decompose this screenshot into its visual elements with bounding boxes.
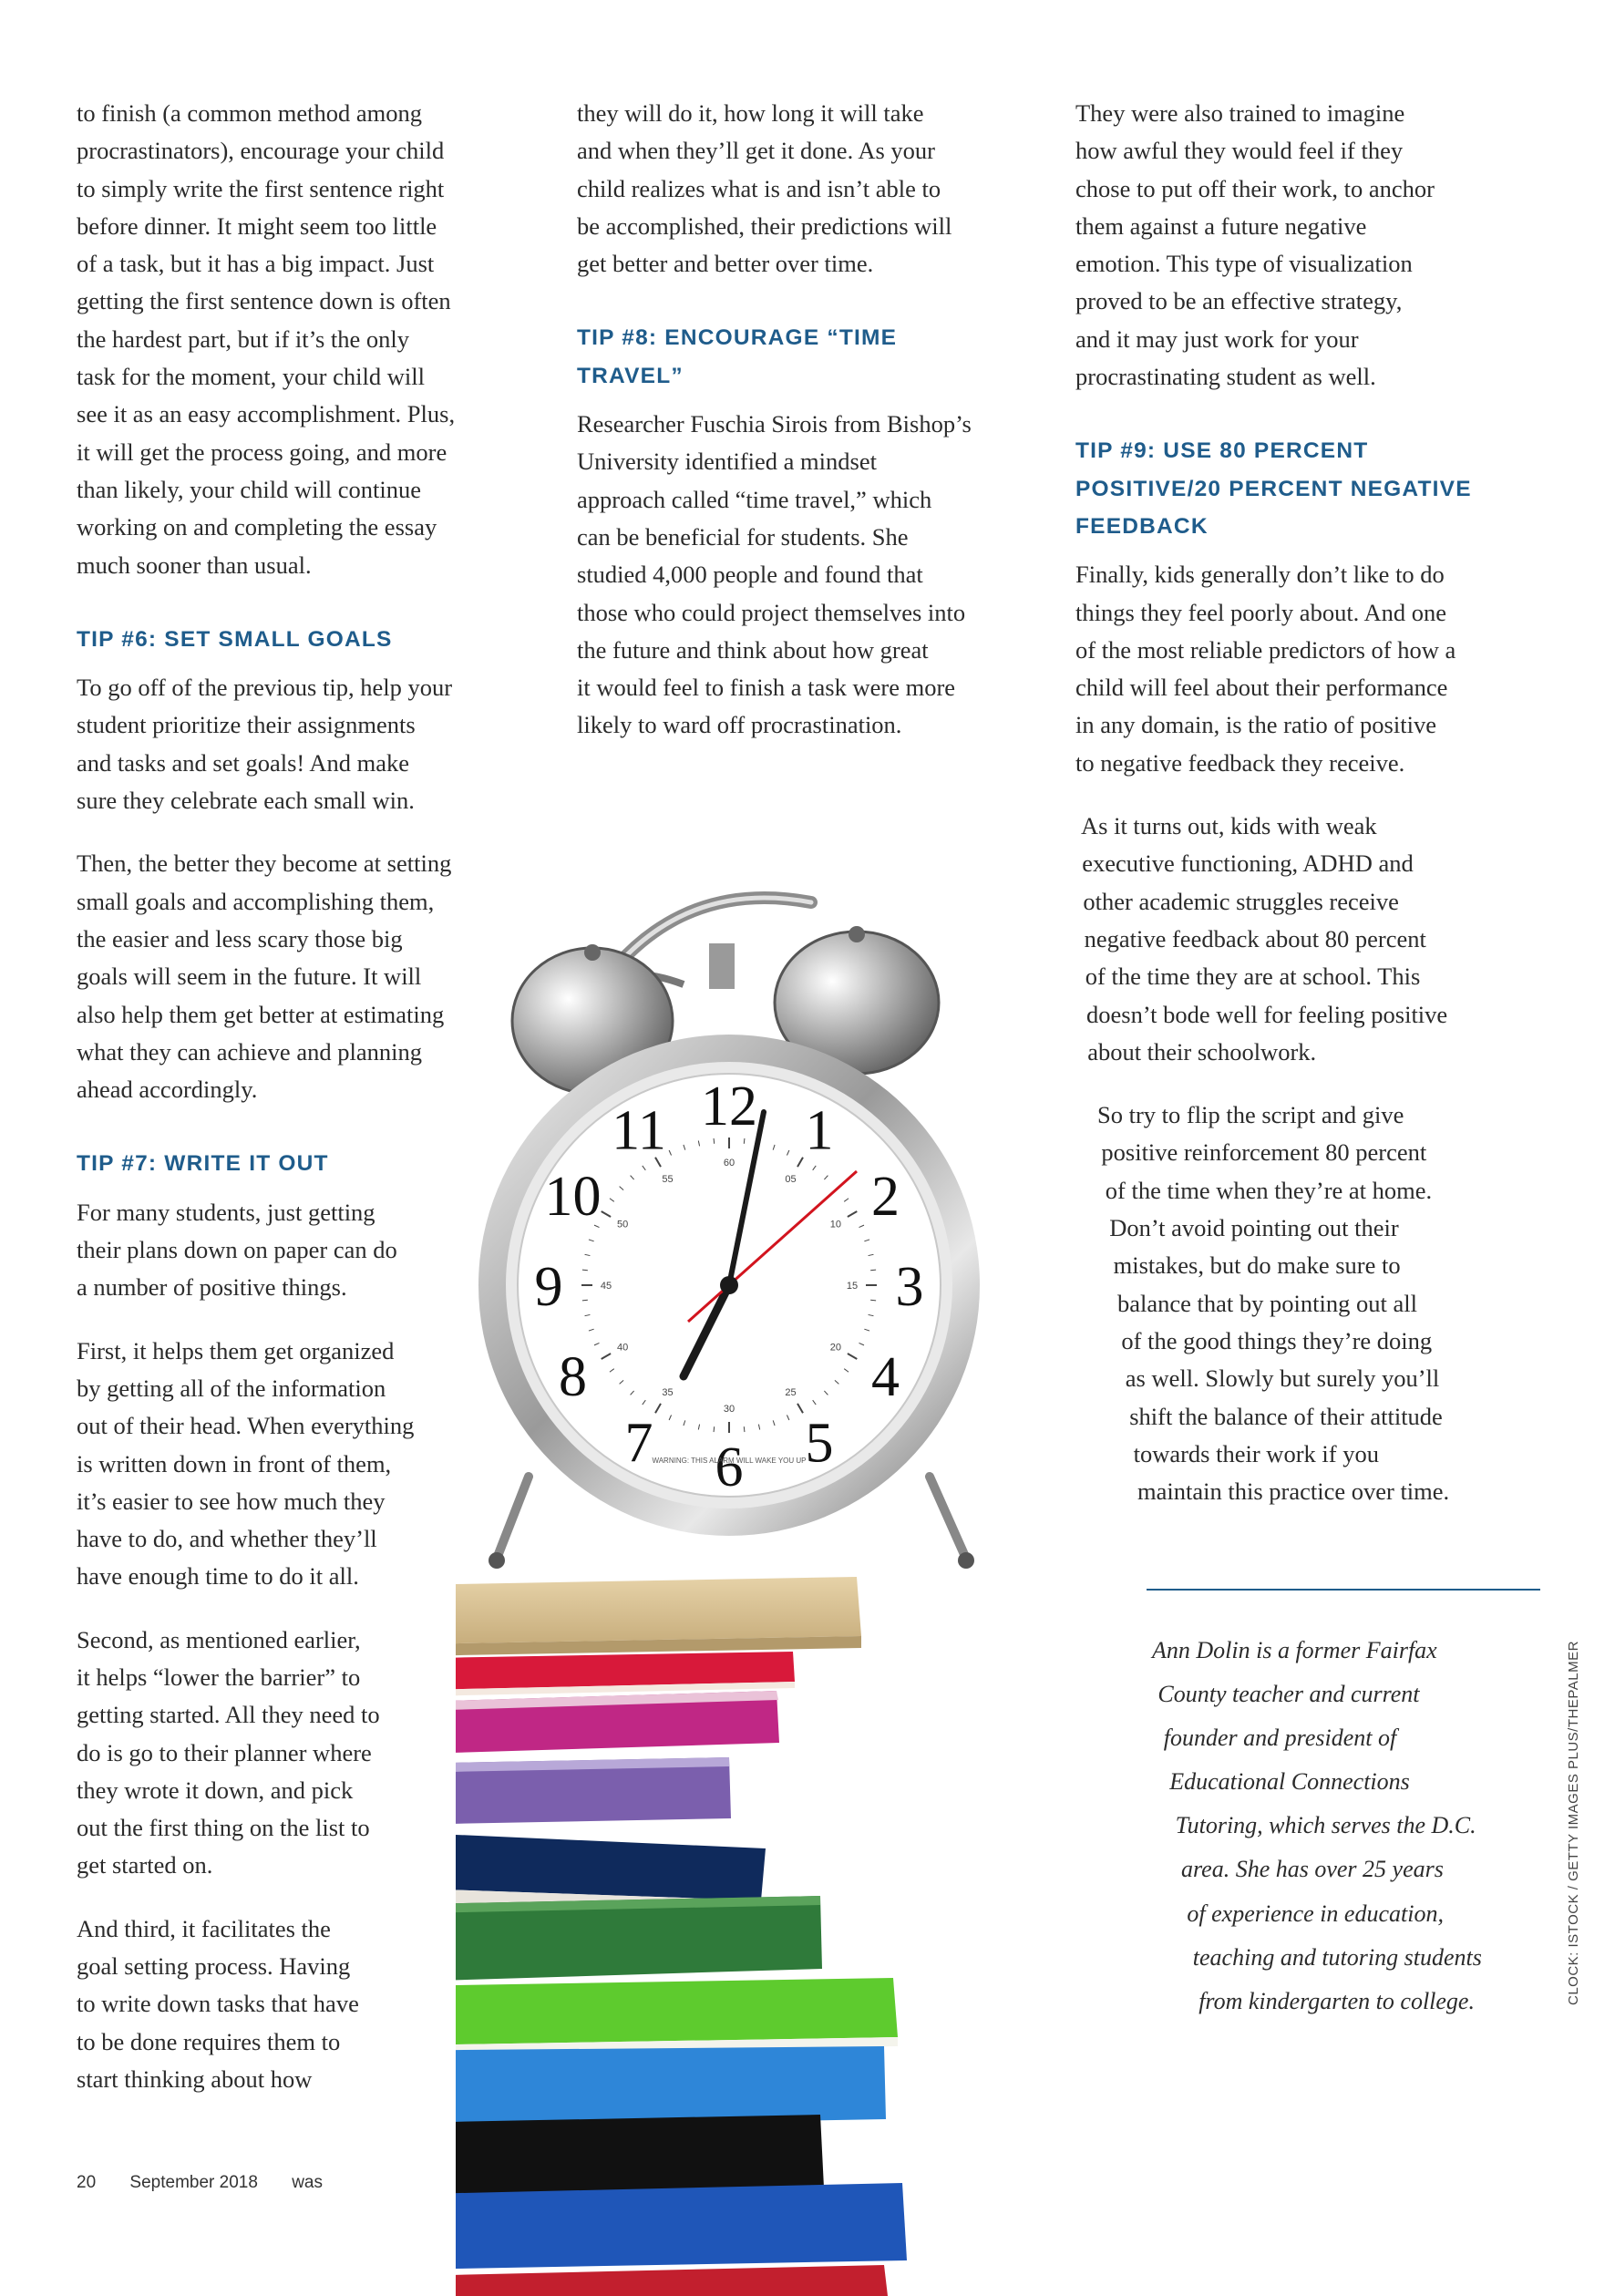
text-line: much sooner than usual. [77, 551, 312, 579]
text-line: get started on. [77, 1851, 213, 1879]
col3-intro [1075, 95, 1558, 396]
text-line: negative feedback about 80 percent [1084, 924, 1426, 952]
text-line: Ann Dolin is a former Fairfax [1152, 1637, 1437, 1663]
text-line: can be beneficial for students. She [577, 522, 909, 551]
text-line: Second, as mentioned earlier, [77, 1625, 361, 1653]
text-line: And third, it facilitates the [77, 1914, 331, 1942]
text-line: out of their head. When everything [77, 1412, 415, 1440]
tip6-paragraph-1 [77, 669, 550, 819]
text-line: working on and completing the essay [77, 513, 437, 541]
text-line: As it turns out, kids with weak [1081, 812, 1377, 840]
text-line: doesn’t bode well for feeling positive [1086, 1000, 1448, 1028]
text-line: getting the first sentence down is often [77, 287, 451, 315]
text-line: procrastinators), encourage your child [77, 137, 445, 165]
text-line: out the first thing on the list to [77, 1814, 370, 1842]
author-bio [1152, 1629, 1482, 2023]
clock-hour-number: 2 [870, 1166, 900, 1228]
text-line: likely to ward off procrastination. [577, 711, 902, 739]
text-line: the future and think about how great [577, 635, 929, 664]
clock-minute-label: 25 [785, 1386, 797, 1398]
text-line: founder and president of [1163, 1725, 1397, 1752]
text-line: sure they celebrate each small win. [77, 787, 415, 815]
clock-minute-label: 20 [829, 1342, 842, 1354]
text-line: as well. Slowly but surely you’ll [1125, 1364, 1440, 1393]
magazine-name: was [292, 2173, 323, 2192]
clock-minute-label: 55 [662, 1174, 674, 1186]
text-line: TIP #9: USE 80 PERCENT [1075, 438, 1369, 464]
clock-hour-number: 8 [559, 1346, 588, 1408]
text-line: other academic struggles receive [1083, 887, 1399, 915]
clock-minute-label: 10 [829, 1219, 842, 1230]
tip8-heading [577, 319, 1060, 395]
text-line: about their schoolwork. [1087, 1037, 1317, 1066]
wooden-board [456, 1577, 861, 1657]
text-line: Tutoring, which serves the D.C. [1175, 1812, 1476, 1839]
text-line: is written down in front of them, [77, 1449, 392, 1477]
text-line: executive functioning, ADHD and [1082, 849, 1414, 878]
text-line: of a task, but it has a big impact. Just [77, 250, 435, 278]
clock-tick [582, 1300, 588, 1301]
clock-minute-label: 05 [785, 1174, 797, 1186]
clock-hour-number: 6 [715, 1436, 744, 1498]
tip6-heading: TIP #6: SET SMALL GOALS [77, 626, 393, 652]
text-line: student prioritize their assignments [77, 711, 416, 739]
text-line: do is go to their planner where [77, 1738, 372, 1766]
text-line: studied 4,000 people and found that [577, 561, 923, 589]
text-line: task for the moment, your child will [77, 363, 425, 391]
clock-minute-label: 45 [600, 1281, 612, 1292]
clock-hour-number: 3 [895, 1256, 924, 1318]
text-line: To go off of the previous tip, help your [77, 674, 453, 702]
text-line: POSITIVE/20 PERCENT NEGATIVE [1075, 476, 1472, 501]
text-line: approach called “time travel,” which [577, 485, 932, 513]
text-line: maintain this practice over time. [1137, 1477, 1450, 1506]
page-number: 20 [77, 2173, 97, 2192]
text-line: be accomplished, their predictions will [577, 211, 952, 240]
text-line: it helps “lower the barrier” to [77, 1663, 361, 1691]
photo-credit: CLOCK: ISTOCK / GETTY IMAGES PLUS/THEPALMER [1566, 1641, 1581, 2005]
text-line: balance that by pointing out all [1117, 1289, 1417, 1317]
clock-hour-number: 12 [701, 1076, 757, 1138]
text-line: of the time when they’re at home. [1105, 1176, 1433, 1204]
text-line: of the time they are at school. This [1085, 963, 1421, 991]
col2-intro [577, 95, 1060, 283]
clock-minute-label: 50 [616, 1219, 629, 1230]
clock-minute-label: 15 [846, 1281, 859, 1292]
text-line: things they feel poorly about. And one [1075, 598, 1446, 626]
text-line: They were also trained to imagine [1075, 99, 1405, 127]
text-line: getting started. All they need to [77, 1701, 380, 1729]
text-line: For many students, just getting [77, 1198, 375, 1226]
text-line: to simply write the first sentence right [77, 174, 445, 202]
clock-hour-number: 1 [805, 1099, 834, 1162]
text-line: see it as an easy accomplishment. Plus, [77, 400, 456, 428]
text-line: Then, the better they become at setting [77, 849, 452, 878]
text-line: University identified a mindset [577, 448, 877, 476]
text-line: what they can achieve and planning [77, 1037, 422, 1066]
text-line: Researcher Fuschia Sirois from Bishop’s [577, 410, 972, 438]
text-line: how awful they would feel if they [1075, 137, 1404, 165]
clock-tick [714, 1426, 715, 1432]
clock-tick [870, 1270, 876, 1271]
clock-hour-number: 10 [544, 1166, 602, 1228]
text-line: than likely, your child will continue [77, 475, 422, 503]
text-line: and when they’ll get it done. As your [577, 137, 936, 165]
clock-tick [582, 1270, 588, 1271]
text-line: have to do, and whether they’ll [77, 1525, 377, 1553]
text-line: to finish (a common method among [77, 99, 423, 127]
text-line: they will do it, how long it will take [577, 99, 924, 127]
text-line: mistakes, but do make sure to [1113, 1251, 1401, 1280]
clock-hour-number: 7 [624, 1412, 653, 1475]
text-line: proved to be an effective strategy, [1075, 287, 1403, 315]
text-line: it would feel to finish a task were more [577, 674, 956, 702]
clock-center-icon [720, 1276, 738, 1294]
text-line: chose to put off their work, to anchor [1075, 174, 1435, 202]
issue-date: September 2018 [129, 2173, 258, 2192]
text-line: positive reinforcement 80 percent [1101, 1138, 1427, 1167]
text-line: before dinner. It might seem too little [77, 211, 437, 240]
text-line: ahead accordingly. [77, 1076, 258, 1104]
text-line: the easier and less scary those big [77, 924, 403, 952]
text-line: it’s easier to see how much they [77, 1487, 386, 1515]
text-line: them against a future negative [1075, 211, 1367, 240]
clock-tick [744, 1138, 745, 1144]
text-line: So try to flip the script and give [1097, 1101, 1404, 1129]
text-line: of experience in education, [1187, 1900, 1444, 1927]
clock-hour-number: 5 [805, 1412, 834, 1475]
clock-tick [714, 1138, 715, 1144]
tip9-paragraph-1 [1075, 556, 1558, 782]
text-line: small goals and accomplishing them, [77, 887, 435, 915]
text-line: a number of positive things. [77, 1273, 347, 1302]
text-line: by getting all of the information [77, 1374, 386, 1402]
text-line: in any domain, is the ratio of positive [1075, 711, 1436, 739]
col1-intro [77, 95, 550, 584]
tip9-heading [1075, 432, 1558, 545]
text-line: to be done requires them to [77, 2027, 341, 2055]
clock-minute-label: 40 [616, 1342, 629, 1354]
clock-tick [870, 1300, 876, 1301]
text-line: child will feel about their performance [1075, 674, 1448, 702]
clock-hour-number: 11 [612, 1099, 666, 1162]
clock-tick [744, 1426, 745, 1432]
text-line: procrastinating student as well. [1075, 363, 1376, 391]
text-line: start thinking about how [77, 2064, 313, 2093]
text-line: FEEDBACK [1075, 513, 1209, 539]
text-line: their plans down on paper can do [77, 1236, 397, 1264]
text-line: goal setting process. Having [77, 1952, 351, 1981]
text-line: get better and better over time. [577, 250, 874, 278]
book-stack [456, 1652, 907, 2296]
clock-minute-label: 30 [723, 1404, 735, 1415]
text-line: of the most reliable predictors of how a [1075, 635, 1456, 664]
text-line: also help them get better at estimating [77, 1000, 445, 1028]
tip7-heading: TIP #7: WRITE IT OUT [77, 1151, 329, 1177]
text-line: child realizes what is and isn’t able to [577, 174, 941, 202]
text-line: they wrote it down, and pick [77, 1776, 354, 1804]
clock-on-books-illustration [456, 857, 1203, 2296]
text-line: the hardest part, but if it’s the only [77, 324, 410, 353]
clock-minute-label: 35 [662, 1386, 674, 1398]
text-line: TRAVEL” [577, 363, 684, 388]
text-line: TIP #8: ENCOURAGE “TIME [577, 325, 898, 351]
clock-hour-number: 9 [534, 1256, 563, 1318]
text-line: to negative feedback they receive. [1075, 748, 1405, 777]
clock-warning-text: WARNING: THIS ALARM WILL WAKE YOU UP [652, 1457, 807, 1465]
text-line: and it may just work for your [1075, 324, 1359, 353]
alarm-clock [478, 1035, 980, 1536]
text-line: County teacher and current [1157, 1681, 1420, 1708]
text-line: emotion. This type of visualization [1075, 250, 1413, 278]
column-2 [577, 95, 1060, 745]
text-line: First, it helps them get organized [77, 1336, 395, 1364]
tip8-paragraph-1 [577, 406, 1060, 745]
text-line: Educational Connections [1169, 1768, 1410, 1796]
clock-hour-number: 4 [870, 1346, 900, 1408]
text-line: shift the balance of their attitude [1129, 1402, 1443, 1430]
clock-minute-label: 60 [723, 1158, 735, 1169]
text-line: Don’t avoid pointing out their [1109, 1214, 1399, 1242]
text-line: teaching and tutoring students [1192, 1943, 1482, 1971]
text-line: from kindergarten to college. [1198, 1987, 1475, 2014]
text-line: those who could project themselves into [577, 598, 966, 626]
text-line: to write down tasks that have [77, 1990, 359, 2018]
text-line: goals will seem in the future. It will [77, 963, 422, 991]
text-line: have enough time to do it all. [77, 1562, 359, 1591]
text-line: area. She has over 25 years [1181, 1856, 1444, 1883]
text-line: of the good things they’re doing [1121, 1326, 1433, 1354]
text-line: Finally, kids generally don’t like to do [1075, 561, 1445, 589]
text-line: it will get the process going, and more [77, 438, 447, 466]
text-line: and tasks and set goals! And make [77, 748, 410, 777]
page-footer [77, 2173, 352, 2193]
bio-divider [1147, 1589, 1540, 1591]
text-line: towards their work if you [1133, 1439, 1379, 1467]
